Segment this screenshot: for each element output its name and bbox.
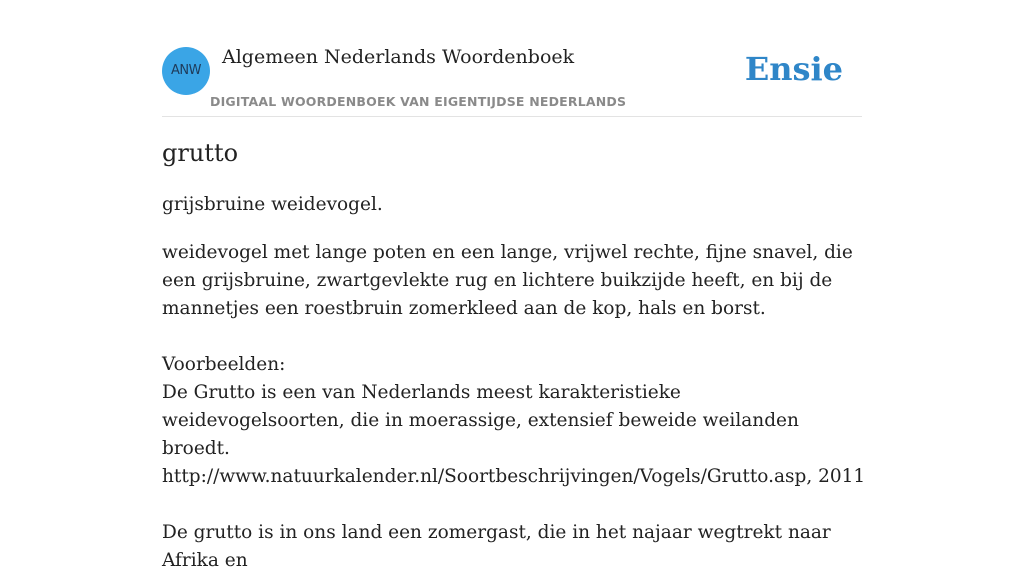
spacer <box>162 491 866 519</box>
site-header <box>162 0 862 117</box>
spacer <box>162 323 866 351</box>
entry-title: grutto <box>162 139 239 167</box>
examples-label: Voorbeelden: <box>162 354 286 375</box>
example-sentence: De Grutto is een van Nederlands meest karakteristieke weidevogelsoorten, die in moerassige, extensief beweide weilanden broedt. <box>162 382 799 459</box>
page-container <box>162 0 866 571</box>
ensie-brand-logo[interactable]: Ensie <box>744 50 843 88</box>
anw-logo[interactable]: ANW <box>162 47 210 95</box>
example-source: http://www.natuurkalender.nl/Soortbeschrijvingen/Vogels/Grutto.asp, 2011 <box>162 466 866 487</box>
entry-description: weidevogel met lange poten en een lange, vrijwel rechte, fijne snavel, die een grijsbruine, zwartgevlekte rug en lichtere buikzijde heeft, en bij de mannetjes een roestbruin zomerkleed aan de kop, hals en borst. <box>162 242 853 319</box>
example-sentence: De grutto is in ons land een zomergast, die in het najaar wegtrekt naar Afrika en <box>162 522 831 571</box>
site-subtitle: DIGITAAL WOORDENBOEK VAN EIGENTIJDSE NEDERLANDS <box>210 94 627 109</box>
short-definition: grijsbruine weidevogel. <box>162 194 383 215</box>
entry-body <box>162 239 866 575</box>
site-title[interactable]: Algemeen Nederlands Woordenboek <box>222 46 575 68</box>
